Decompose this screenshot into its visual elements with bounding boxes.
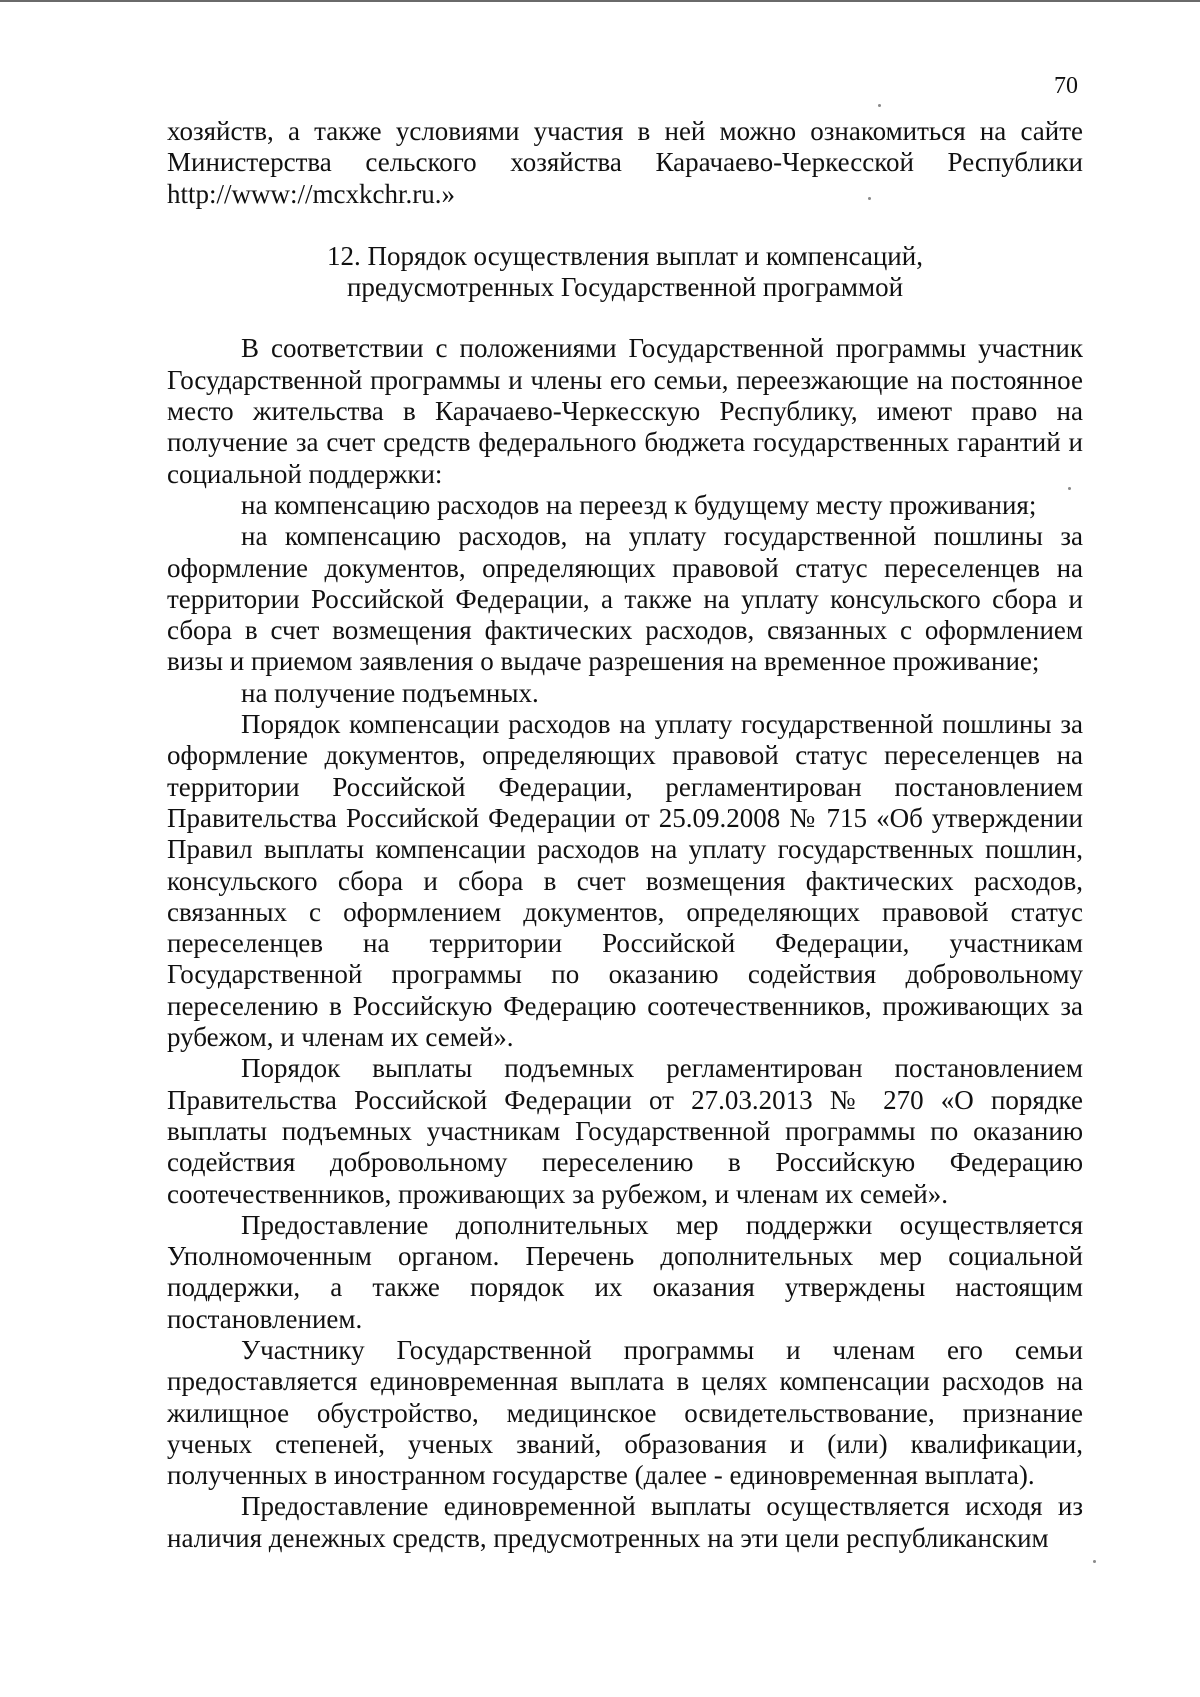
paragraph-2: на компенсацию расходов на переезд к будущему месту проживания; xyxy=(241,489,1037,520)
document-body xyxy=(167,116,1083,1554)
scan-speck xyxy=(1068,487,1071,490)
section-heading xyxy=(167,241,1083,304)
paragraph-1: В соответствии с положениями Государственной программы участник Государственной программы и члены его семьи, переезжающие на постоянное место жительства в Карачаево-Черкесскую Республику, имеют право на получение за счет средств федерального бюджета государственных гарантий и социальной поддержки: xyxy=(167,333,1083,489)
paragraph-4: на получение подъемных. xyxy=(241,677,539,708)
paragraph-6: Порядок выплаты подъемных регламентирован постановлением Правительства Российской Федерации от 27.03.2013 № 270 «О порядке выплаты подъемных участникам Государственной программы по оказанию содействия добровольному переселению в Российскую Федерацию соотечественников, проживающих за рубежом, и членам их семей». xyxy=(167,1053,1083,1209)
intro-paragraph: хозяйств, а также условиями участия в ней можно ознакомиться на сайте Министерства сельского хозяйства Карачаево-Черкесской Республики http://www://mcxkchr.ru.» xyxy=(167,116,1083,209)
section-heading-line-1: 12. Порядок осуществления выплат и компенсаций, xyxy=(327,240,923,271)
page-top-edge xyxy=(0,0,1200,2)
section-heading-line-2: предусмотренных Государственной программой xyxy=(346,272,904,303)
paragraph-3: на компенсацию расходов, на уплату государственной пошлины за оформление документов, определяющих правовой статус переселенцев на территории Российской Федерации, а также на уплату консульского сбора и сбора в счет возмещения фактических расходов, связанных с оформлением визы и приемом заявления о выдаче разрешения на временное проживание; xyxy=(167,521,1083,677)
paragraph-5: Порядок компенсации расходов на уплату государственной пошлины за оформление документов, определяющих правовой статус переселенцев на территории Российской Федерации, регламентирован постановлением Правительства Российской Федерации от 25.09.2008 № 715 «Об утверждении Правил выплаты компенсации расходов на уплату государственных пошлин, консульского сбора и сбора в счет возмещения фактических расходов, связанных с оформлением документов, определяющих правовой статус переселенцев на территории Российской Федерации, участникам Государственной программы по оказанию содействия добровольному переселению в Российскую Федерацию соотечественников, проживающих за рубежом, и членам их семей». xyxy=(167,709,1083,1053)
paragraph-9: Предоставление единовременной выплаты осуществляется исходя из наличия денежных средств, предусмотренных на эти цели республиканским xyxy=(167,1491,1083,1553)
paragraph-7: Предоставление дополнительных мер поддержки осуществляется Уполномоченным органом. Перечень дополнительных мер социальной поддержки, а также порядок их оказания утверждены настоящим постановлением. xyxy=(167,1209,1083,1334)
paragraph-8: Участнику Государственной программы и членам его семьи предоставляется единовременная выплата в целях компенсации расходов на жилищное обустройство, медицинское освидетельствование, признание ученых степеней, ученых званий, образования и (или) квалификации, полученных в иностранном государстве (далее - единовременная выплата). xyxy=(167,1334,1083,1491)
scan-speck xyxy=(878,104,881,107)
page-number: 70 xyxy=(1054,73,1078,99)
scan-speck xyxy=(868,197,871,200)
scan-speck xyxy=(1093,1560,1096,1563)
